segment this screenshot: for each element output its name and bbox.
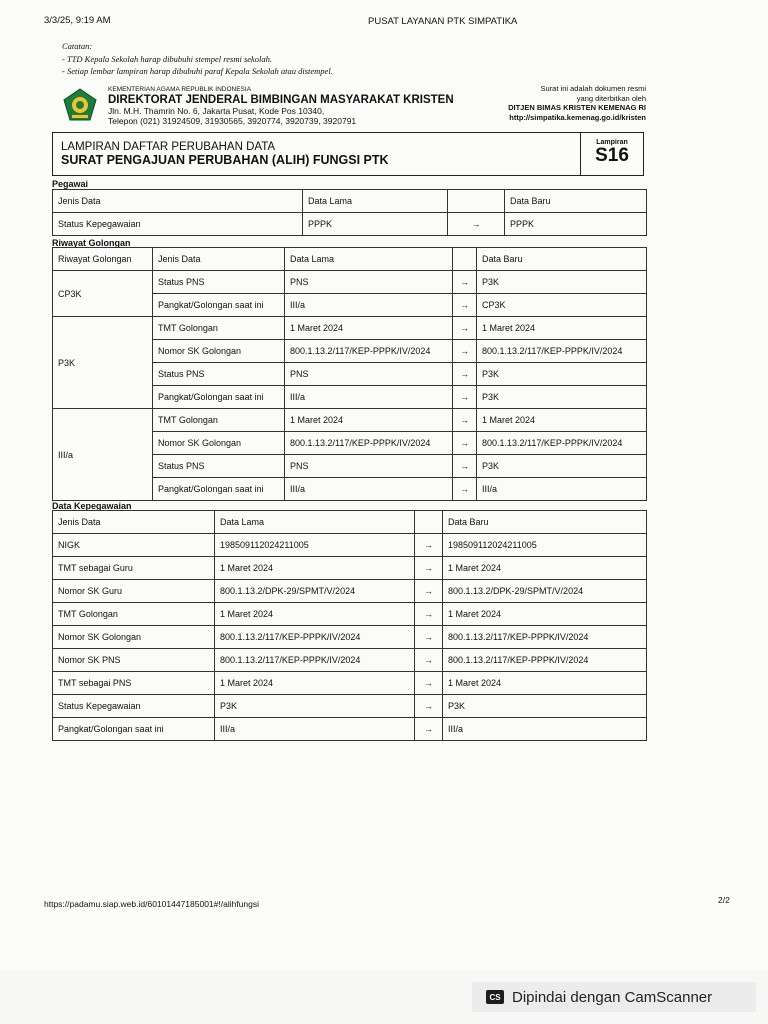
- group-cell: CP3K: [53, 271, 153, 317]
- arrow-icon: →: [453, 432, 477, 455]
- lama-cell: 800.1.13.2/117/KEP-PPPK/IV/2024: [285, 432, 453, 455]
- arrow-icon: →: [453, 294, 477, 317]
- page-number: 2/2: [718, 895, 730, 905]
- baru-cell: P3K: [477, 271, 647, 294]
- arrow-icon: →: [415, 718, 443, 741]
- lampiran-code: S16: [595, 145, 629, 166]
- baru-cell: III/a: [477, 478, 647, 501]
- jenis-cell: TMT Golongan: [153, 409, 285, 432]
- official-note-line: Surat ini adalah dokumen resmi: [540, 84, 646, 93]
- directorate-name: DIREKTORAT JENDERAL BIMBINGAN MASYARAKAT KRISTEN: [108, 94, 454, 106]
- baru-cell: P3K: [477, 455, 647, 478]
- arrow-icon: →: [448, 213, 505, 236]
- kemenag-logo-icon: [62, 88, 98, 122]
- lama-cell: 1 Maret 2024: [215, 672, 415, 695]
- jenis-cell: Status PNS: [153, 455, 285, 478]
- baru-cell: 1 Maret 2024: [477, 409, 647, 432]
- header-cell: Jenis Data: [153, 248, 285, 271]
- lama-cell: 1 Maret 2024: [215, 557, 415, 580]
- table-row: [53, 213, 647, 236]
- table-header-row: [53, 190, 647, 213]
- jenis-cell: Pangkat/Golongan saat ini: [153, 294, 285, 317]
- arrow-icon: →: [415, 603, 443, 626]
- lama-cell: III/a: [215, 718, 415, 741]
- riwayat-table: [52, 247, 647, 501]
- table-row: [53, 271, 647, 294]
- official-note: [508, 84, 646, 122]
- arrow-icon: →: [415, 557, 443, 580]
- jenis-cell: TMT Golongan: [153, 317, 285, 340]
- jenis-cell: Nomor SK PNS: [53, 649, 215, 672]
- table-row: [53, 718, 647, 741]
- header-cell: Data Lama: [285, 248, 453, 271]
- lama-cell: 1 Maret 2024: [215, 603, 415, 626]
- arrow-icon: →: [415, 580, 443, 603]
- org-header: [108, 84, 454, 126]
- baru-cell: P3K: [443, 695, 647, 718]
- jenis-cell: Nomor SK Golongan: [153, 432, 285, 455]
- arrow-icon: →: [453, 386, 477, 409]
- lama-cell: 1 Maret 2024: [285, 317, 453, 340]
- jenis-cell: TMT sebagai Guru: [53, 557, 215, 580]
- arrow-icon: →: [453, 317, 477, 340]
- baru-cell: CP3K: [477, 294, 647, 317]
- jenis-cell: Pangkat/Golongan saat ini: [153, 478, 285, 501]
- arrow-icon: →: [453, 340, 477, 363]
- header-cell: [415, 511, 443, 534]
- jenis-cell: Status PNS: [153, 363, 285, 386]
- print-site-title: PUSAT LAYANAN PTK SIMPATIKA: [368, 16, 518, 27]
- jenis-cell: Pangkat/Golongan saat ini: [153, 386, 285, 409]
- print-datetime: 3/3/25, 9:19 AM: [44, 15, 111, 26]
- note-item: - Setiap lembar lampiran harap dibubuhi paraf Kepala Sekolah atau distempel.: [62, 66, 333, 76]
- jenis-cell: Pangkat/Golongan saat ini: [53, 718, 215, 741]
- lampiran-box: [580, 133, 643, 175]
- arrow-icon: →: [415, 649, 443, 672]
- camscanner-watermark: [472, 982, 756, 1012]
- arrow-icon: →: [415, 695, 443, 718]
- lama-cell: 198509112024211005: [215, 534, 415, 557]
- baru-cell: 800.1.13.2/117/KEP-PPPK/IV/2024: [477, 340, 647, 363]
- table-row: [53, 580, 647, 603]
- header-cell: Data Baru: [505, 190, 647, 213]
- ministry-name: KEMENTERIAN AGAMA REPUBLIK INDONESIA: [108, 86, 252, 93]
- lama-cell: 800.1.13.2/117/KEP-PPPK/IV/2024: [215, 649, 415, 672]
- jenis-cell: Status PNS: [153, 271, 285, 294]
- header-cell: [453, 248, 477, 271]
- arrow-icon: →: [453, 455, 477, 478]
- lama-cell: 800.1.13.2/117/KEP-PPPK/IV/2024: [285, 340, 453, 363]
- pegawai-table: [52, 189, 647, 236]
- table-row: [53, 409, 647, 432]
- section-riwayat: Riwayat Golongan: [52, 238, 131, 248]
- official-note-line: yang diterbitkan oleh: [576, 93, 646, 103]
- arrow-icon: →: [415, 672, 443, 695]
- table-row: [53, 603, 647, 626]
- lama-cell: PPPK: [303, 213, 448, 236]
- notes-block: [62, 40, 333, 78]
- table-row: [53, 317, 647, 340]
- jenis-cell: TMT Golongan: [53, 603, 215, 626]
- baru-cell: 800.1.13.2/117/KEP-PPPK/IV/2024: [443, 649, 647, 672]
- camscanner-label: Dipindai dengan CamScanner: [512, 988, 713, 1006]
- baru-cell: III/a: [443, 718, 647, 741]
- arrow-icon: →: [453, 363, 477, 386]
- section-pegawai: Pegawai: [52, 179, 89, 189]
- header-cell: Data Lama: [303, 190, 448, 213]
- jenis-cell: Status Kepegawaian: [53, 695, 215, 718]
- lama-cell: PNS: [285, 271, 453, 294]
- official-note-url: http://simpatika.kemenag.go.id/kristen: [509, 112, 646, 122]
- lama-cell: 800.1.13.2/117/KEP-PPPK/IV/2024: [215, 626, 415, 649]
- official-note-line: DITJEN BIMAS KRISTEN KEMENAG RI: [508, 103, 646, 112]
- lama-cell: III/a: [285, 386, 453, 409]
- baru-cell: P3K: [477, 386, 647, 409]
- jenis-cell: TMT sebagai PNS: [53, 672, 215, 695]
- lama-cell: P3K: [215, 695, 415, 718]
- header-cell: Data Lama: [215, 511, 415, 534]
- baru-cell: 1 Maret 2024: [443, 672, 647, 695]
- header-cell: Data Baru: [443, 511, 647, 534]
- baru-cell: PPPK: [505, 213, 647, 236]
- table-row: [53, 649, 647, 672]
- jenis-cell: Nomor SK Golongan: [153, 340, 285, 363]
- note-item: - TTD Kepala Sekolah harap dibubuhi stempel resmi sekolah.: [62, 53, 273, 64]
- baru-cell: 800.1.13.2/117/KEP-PPPK/IV/2024: [477, 432, 647, 455]
- header-cell: [448, 190, 505, 213]
- title-line1: LAMPIRAN DAFTAR PERUBAHAN DATA: [61, 141, 276, 153]
- baru-cell: 1 Maret 2024: [443, 603, 647, 626]
- arrow-icon: →: [453, 409, 477, 432]
- table-row: [53, 626, 647, 649]
- baru-cell: 198509112024211005: [443, 534, 647, 557]
- arrow-icon: →: [453, 478, 477, 501]
- lama-cell: III/a: [285, 294, 453, 317]
- group-cell: III/a: [53, 409, 153, 501]
- lama-cell: 1 Maret 2024: [285, 409, 453, 432]
- lama-cell: PNS: [285, 455, 453, 478]
- header-cell: Jenis Data: [53, 190, 303, 213]
- notes-title: Catatan:: [62, 41, 93, 51]
- section-kepegawaian: Data Kepegawaian: [52, 501, 132, 511]
- title-box: [52, 132, 644, 176]
- baru-cell: 1 Maret 2024: [443, 557, 647, 580]
- header-cell: Riwayat Golongan: [53, 248, 153, 271]
- jenis-cell: Nomor SK Guru: [53, 580, 215, 603]
- lampiran-label: Lampiran: [596, 139, 628, 146]
- table-row: [53, 534, 647, 557]
- arrow-icon: →: [415, 626, 443, 649]
- table-row: [53, 672, 647, 695]
- table-row: [53, 695, 647, 718]
- arrow-icon: →: [453, 271, 477, 294]
- header-cell: Jenis Data: [53, 511, 215, 534]
- header-cell: Data Baru: [477, 248, 647, 271]
- title-line2: SURAT PENGAJUAN PERUBAHAN (ALIH) FUNGSI PTK: [61, 153, 389, 167]
- kepegawaian-table: [52, 510, 647, 741]
- baru-cell: 800.1.13.2/117/KEP-PPPK/IV/2024: [443, 626, 647, 649]
- lama-cell: PNS: [285, 363, 453, 386]
- arrow-icon: →: [415, 534, 443, 557]
- jenis-cell: Nomor SK Golongan: [53, 626, 215, 649]
- baru-cell: P3K: [477, 363, 647, 386]
- table-header-row: [53, 248, 647, 271]
- group-cell: P3K: [53, 317, 153, 409]
- baru-cell: 1 Maret 2024: [477, 317, 647, 340]
- jenis-cell: NIGK: [53, 534, 215, 557]
- table-row: [53, 557, 647, 580]
- lama-cell: 800.1.13.2/DPK-29/SPMT/V/2024: [215, 580, 415, 603]
- jenis-cell: Status Kepegawaian: [53, 213, 303, 236]
- camscanner-icon: CS: [486, 990, 504, 1004]
- org-phone: Telepon (021) 31924509, 31930565, 3920774, 3920739, 3920791: [108, 116, 357, 126]
- table-header-row: [53, 511, 647, 534]
- baru-cell: 800.1.13.2/DPK-29/SPMT/V/2024: [443, 580, 647, 603]
- org-address: Jln. M.H. Thamrin No. 6, Jakarta Pusat, Kode Pos 10340,: [108, 106, 325, 116]
- footer-url: https://padamu.siap.web.id/60101447185001#!/alihfungsi: [44, 899, 260, 909]
- lama-cell: III/a: [285, 478, 453, 501]
